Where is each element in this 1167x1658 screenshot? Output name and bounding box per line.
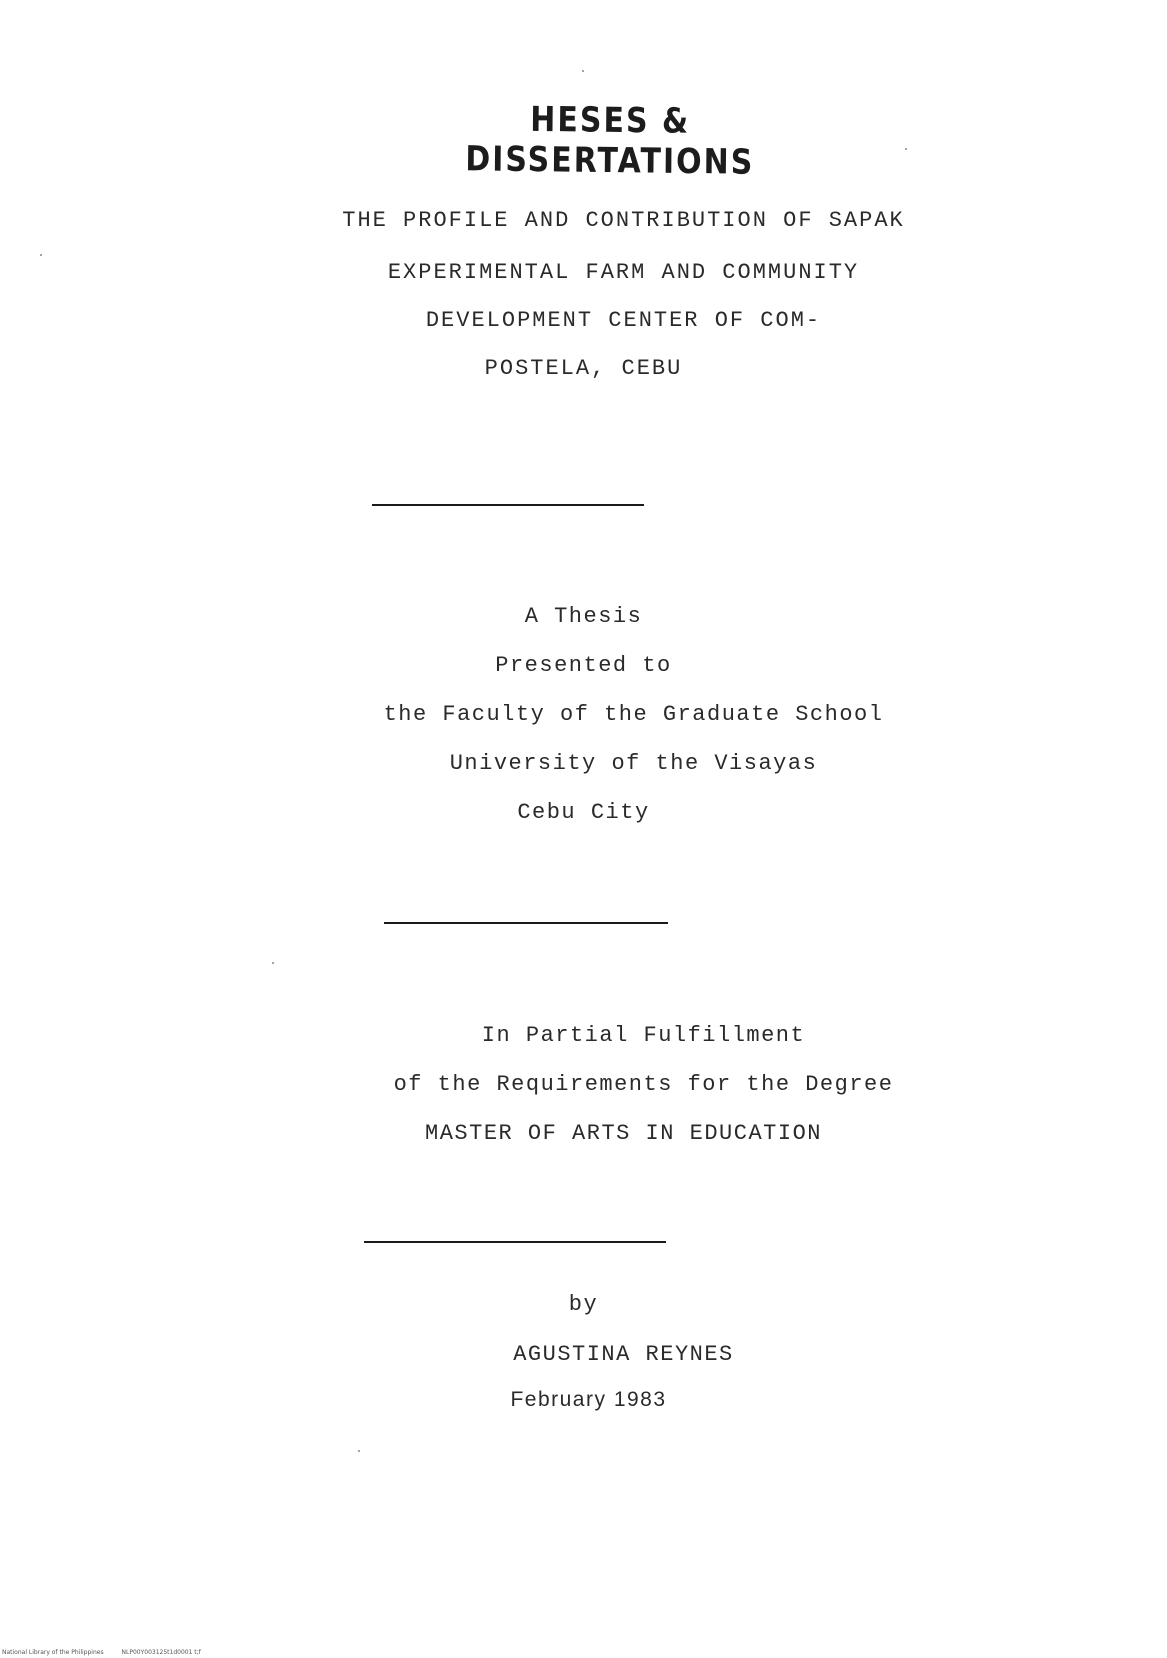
scan-speck bbox=[905, 148, 907, 150]
by-label: by bbox=[568, 1292, 599, 1317]
submission-date: February 1983 bbox=[510, 1388, 667, 1411]
title-line-4: POSTELA, CEBU bbox=[484, 356, 683, 381]
author-name: AGUSTINA REYNES bbox=[513, 1342, 734, 1367]
scan-footer bbox=[2, 1649, 217, 1656]
divider-1 bbox=[372, 504, 644, 506]
footer-library: National Library of the Philippines bbox=[2, 1649, 104, 1656]
scan-speck bbox=[358, 1450, 360, 1452]
university-line: University of the Visayas bbox=[449, 751, 818, 776]
scan-speck bbox=[582, 70, 584, 72]
title-line-3: DEVELOPMENT CENTER OF COM- bbox=[425, 308, 822, 333]
footer-code: NLP00Y003125t1d0001 t;f bbox=[121, 1649, 201, 1656]
library-stamp: HESES & DISSERTATIONS bbox=[465, 99, 755, 183]
presented-to: Presented to bbox=[495, 653, 672, 678]
scan-speck bbox=[272, 962, 274, 964]
degree-line: MASTER OF ARTS IN EDUCATION bbox=[425, 1121, 822, 1146]
partial-fulfillment-line: In Partial Fulfillment bbox=[481, 1023, 806, 1048]
title-line-1: THE PROFILE AND CONTRIBUTION OF SAPAK bbox=[342, 208, 905, 233]
title-line-2: EXPERIMENTAL FARM AND COMMUNITY bbox=[387, 260, 860, 285]
thesis-label: A Thesis bbox=[524, 604, 643, 629]
divider-2 bbox=[384, 922, 668, 924]
divider-3 bbox=[364, 1241, 666, 1243]
requirements-line: of the Requirements for the Degree bbox=[393, 1072, 894, 1097]
city-line: Cebu City bbox=[517, 800, 650, 825]
scan-speck bbox=[40, 254, 42, 256]
faculty-line: the Faculty of the Graduate School bbox=[383, 702, 884, 727]
